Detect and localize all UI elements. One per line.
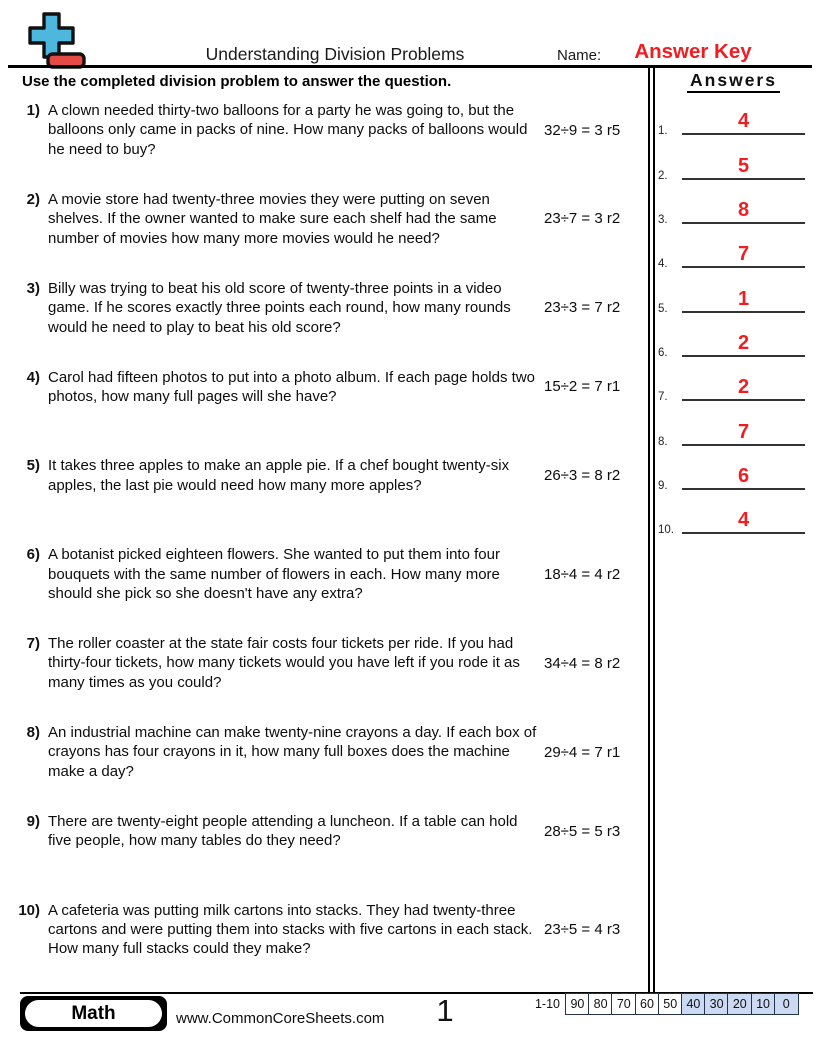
- answer-row: [651, 184, 812, 228]
- answer-row: [651, 450, 812, 494]
- problem-equation: 29÷4 = 7 r1: [544, 743, 621, 761]
- answer-number: 3.: [658, 214, 668, 227]
- answer-number: 2.: [658, 169, 668, 182]
- score-cell: 50: [658, 993, 683, 1015]
- answer-value: 7: [737, 420, 750, 443]
- problem-text: Billy was trying to beat his old score of twenty-three points in a video game. If he scores exactly three points each round, how many rounds would he need to play to beat his old score?: [48, 279, 511, 336]
- problem-text: There are twenty-eight people attending a luncheon. If a table can hold five people, how many tables do they need?: [48, 812, 518, 850]
- score-cell: 10: [751, 993, 776, 1015]
- answer-row: [651, 494, 812, 538]
- plus-minus-logo-icon: [18, 11, 88, 69]
- name-label: Name:: [557, 47, 602, 64]
- answers-panel-title: Answers: [655, 70, 812, 91]
- problem-text: Carol had fifteen photos to put into a photo album. If each page holds two photos, how many full pages will she have?: [48, 368, 535, 405]
- website-url: www.CommonCoreSheets.com: [176, 1010, 385, 1027]
- problem-number: 5): [26, 457, 40, 475]
- answer-row: [651, 139, 812, 183]
- score-cell: 20: [727, 993, 752, 1015]
- subject-badge: [20, 996, 167, 1031]
- problem-item: [0, 279, 650, 368]
- score-cell: 60: [635, 993, 660, 1015]
- problem-number: 1): [26, 102, 40, 119]
- score-cell: 40: [681, 993, 706, 1015]
- answer-blank-line: [682, 133, 805, 135]
- answer-value: 2: [737, 376, 750, 399]
- answer-blank-line: [682, 532, 805, 534]
- problem-text: A cafeteria was putting milk cartons into stacks. They had twenty-three cartons and were putting them into stacks with five cartons in each stack. How many full stacks could they make?: [48, 901, 533, 958]
- worksheet-title: Understanding Division Problems: [205, 44, 465, 64]
- answer-row: [651, 272, 812, 316]
- problem-text: A clown needed thirty-two balloons for a party he was going to, but the balloons only came in packs of nine. How many packs of balloons would he need to buy?: [48, 102, 528, 158]
- answer-number: 10.: [658, 524, 674, 537]
- answer-row: [651, 95, 812, 139]
- answer-row: [651, 361, 812, 405]
- name-value-answer-key: Answer Key: [634, 40, 752, 63]
- answer-number: 6.: [658, 347, 668, 360]
- problem-equation: 23÷5 = 4 r3: [544, 921, 621, 939]
- header-divider-line: [8, 65, 812, 68]
- answer-row: [651, 228, 812, 272]
- answer-value: 7: [737, 243, 750, 266]
- answer-blank-line: [682, 222, 805, 224]
- problem-equation: 26÷3 = 8 r2: [544, 467, 621, 485]
- problem-item: [0, 545, 650, 634]
- problem-text: A botanist picked eighteen flowers. She wanted to put them into four bouquets with the same number of flowers in each. How many more should she pick so she doesn't have any extra?: [48, 546, 500, 603]
- problem-text: It takes three apples to make an apple pie. If a chef bought twenty-six apples, the last pie would need how many more apples?: [48, 457, 510, 494]
- answer-blank-line: [682, 311, 805, 313]
- answer-number: 5.: [658, 302, 668, 315]
- answer-value: 5: [737, 154, 750, 177]
- answer-blank-line: [682, 444, 805, 446]
- answer-row: [651, 405, 812, 449]
- problem-item: [0, 634, 650, 723]
- page-number: 1: [436, 993, 454, 1028]
- problem-number: 10): [18, 901, 40, 919]
- problem-number: 2): [26, 190, 40, 208]
- answer-number: 8.: [658, 435, 668, 448]
- problem-equation: 32÷9 = 3 r5: [544, 121, 621, 139]
- problem-item: [0, 190, 650, 279]
- answer-blank-line: [682, 355, 805, 357]
- answer-value: 8: [737, 199, 750, 222]
- problem-number: 9): [26, 812, 40, 830]
- problem-number: 7): [26, 635, 40, 653]
- problem-item: [0, 368, 650, 457]
- answers-list: [651, 95, 812, 538]
- problem-item: [0, 723, 650, 812]
- problem-number: 3): [26, 279, 40, 297]
- problem-number: 8): [26, 723, 40, 741]
- answer-value: 1: [737, 287, 750, 310]
- answer-number: 9.: [658, 480, 668, 493]
- problem-item: [0, 456, 650, 545]
- answer-number: 4.: [658, 258, 668, 271]
- score-cell: 90: [565, 993, 590, 1015]
- answer-number: 7.: [658, 391, 668, 404]
- answer-blank-line: [682, 488, 805, 490]
- problem-text: A movie store had twenty-three movies they were putting on seven shelves. If the owner wanted to make sure each shelf had the same number of movies how many more movies would he need?: [48, 190, 497, 247]
- subject-label: Math: [25, 1000, 162, 1027]
- problem-equation: 18÷4 = 4 r2: [544, 565, 621, 583]
- problem-number: 6): [26, 546, 40, 564]
- answer-value: 4: [737, 509, 750, 532]
- problem-equation: 23÷3 = 7 r2: [544, 299, 621, 317]
- answer-number: 1.: [658, 125, 668, 138]
- problem-item: [0, 812, 650, 901]
- problem-equation: 28÷5 = 5 r3: [544, 822, 621, 840]
- answer-value: 2: [737, 332, 750, 355]
- problem-equation: 23÷7 = 3 r2: [544, 210, 621, 228]
- score-range-label: 1-10: [534, 997, 560, 1011]
- answer-blank-line: [682, 266, 805, 268]
- problem-number: 4): [26, 368, 40, 386]
- problem-equation: 34÷4 = 8 r2: [544, 654, 621, 672]
- problem-text: The roller coaster at the state fair costs four tickets per ride. If you had thirty-four tickets, how many tickets would you have left if you rode it as many times as you could?: [48, 635, 520, 691]
- score-cell: 30: [704, 993, 729, 1015]
- score-cell: 70: [611, 993, 636, 1015]
- answer-blank-line: [682, 178, 805, 180]
- problem-text: An industrial machine can make twenty-nine crayons a day. If each box of crayons has four crayons in it, how many full boxes does the machine make a day?: [48, 723, 537, 780]
- answer-value: 4: [737, 110, 750, 133]
- answer-value: 6: [737, 465, 750, 488]
- answer-blank-line: [682, 399, 805, 401]
- instruction-text: Use the completed division problem to answer the question.: [22, 73, 452, 90]
- problems-list: [0, 101, 650, 989]
- problem-equation: 15÷2 = 7 r1: [544, 378, 621, 396]
- score-grid: [565, 993, 799, 1015]
- problem-item: [0, 901, 650, 990]
- score-cell: 80: [588, 993, 613, 1015]
- problem-item: [0, 101, 650, 190]
- answer-row: [651, 317, 812, 361]
- score-cell: 0: [774, 993, 799, 1015]
